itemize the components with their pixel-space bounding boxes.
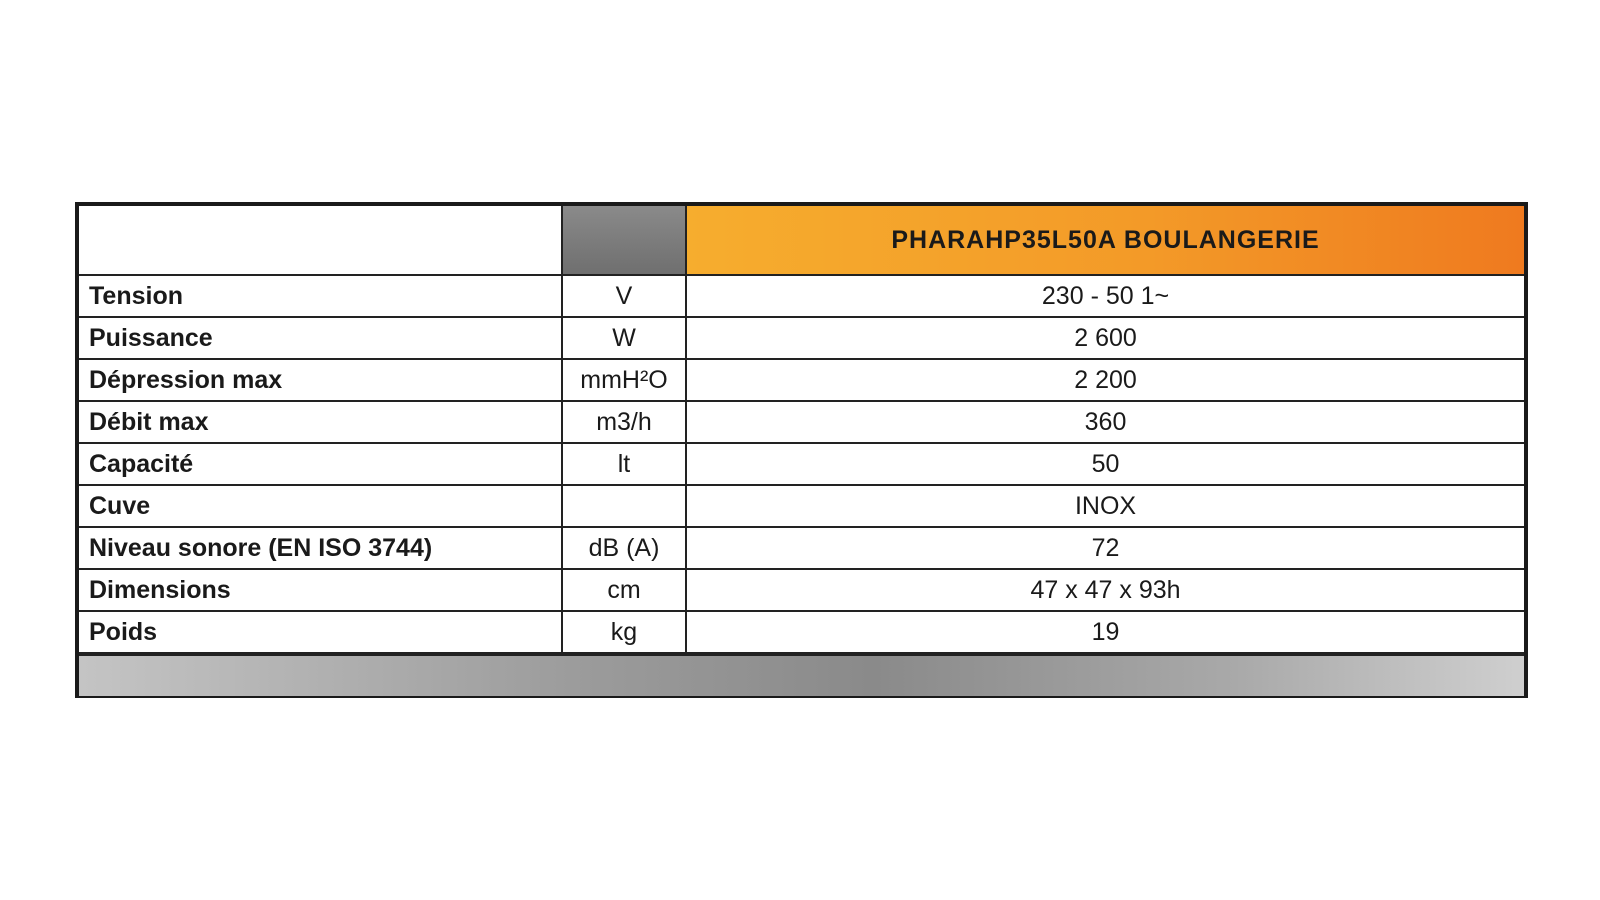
table-row (79, 275, 1524, 317)
table-row (79, 569, 1524, 611)
header-unit-cell (562, 206, 686, 275)
row-value: 47 x 47 x 93h (686, 569, 1524, 611)
row-value: 2 200 (686, 359, 1524, 401)
footer-band (79, 654, 1524, 696)
row-label: Poids (79, 611, 562, 653)
table-row (79, 611, 1524, 653)
row-value: 360 (686, 401, 1524, 443)
table-header-row (79, 206, 1524, 275)
row-label: Niveau sonore (EN ISO 3744) (79, 527, 562, 569)
row-unit (562, 485, 686, 527)
row-label: Débit max (79, 401, 562, 443)
row-unit: dB (A) (562, 527, 686, 569)
table-row (79, 317, 1524, 359)
row-unit: W (562, 317, 686, 359)
product-title: PHARAHP35L50A BOULANGERIE (686, 206, 1524, 275)
row-unit: cm (562, 569, 686, 611)
row-value: INOX (686, 485, 1524, 527)
table-row (79, 443, 1524, 485)
spec-table-frame (75, 202, 1528, 698)
row-label: Dépression max (79, 359, 562, 401)
row-unit: kg (562, 611, 686, 653)
row-unit: m3/h (562, 401, 686, 443)
row-unit: mmH²O (562, 359, 686, 401)
row-unit: lt (562, 443, 686, 485)
row-label: Cuve (79, 485, 562, 527)
table-row (79, 359, 1524, 401)
header-blank-cell (79, 206, 562, 275)
row-label: Dimensions (79, 569, 562, 611)
row-value: 72 (686, 527, 1524, 569)
row-unit: V (562, 275, 686, 317)
row-value: 50 (686, 443, 1524, 485)
row-value: 19 (686, 611, 1524, 653)
row-label: Puissance (79, 317, 562, 359)
row-value: 2 600 (686, 317, 1524, 359)
table-row (79, 527, 1524, 569)
table-row (79, 485, 1524, 527)
row-value: 230 - 50 1~ (686, 275, 1524, 317)
table-row (79, 401, 1524, 443)
row-label: Tension (79, 275, 562, 317)
row-label: Capacité (79, 443, 562, 485)
spec-table (79, 206, 1524, 654)
